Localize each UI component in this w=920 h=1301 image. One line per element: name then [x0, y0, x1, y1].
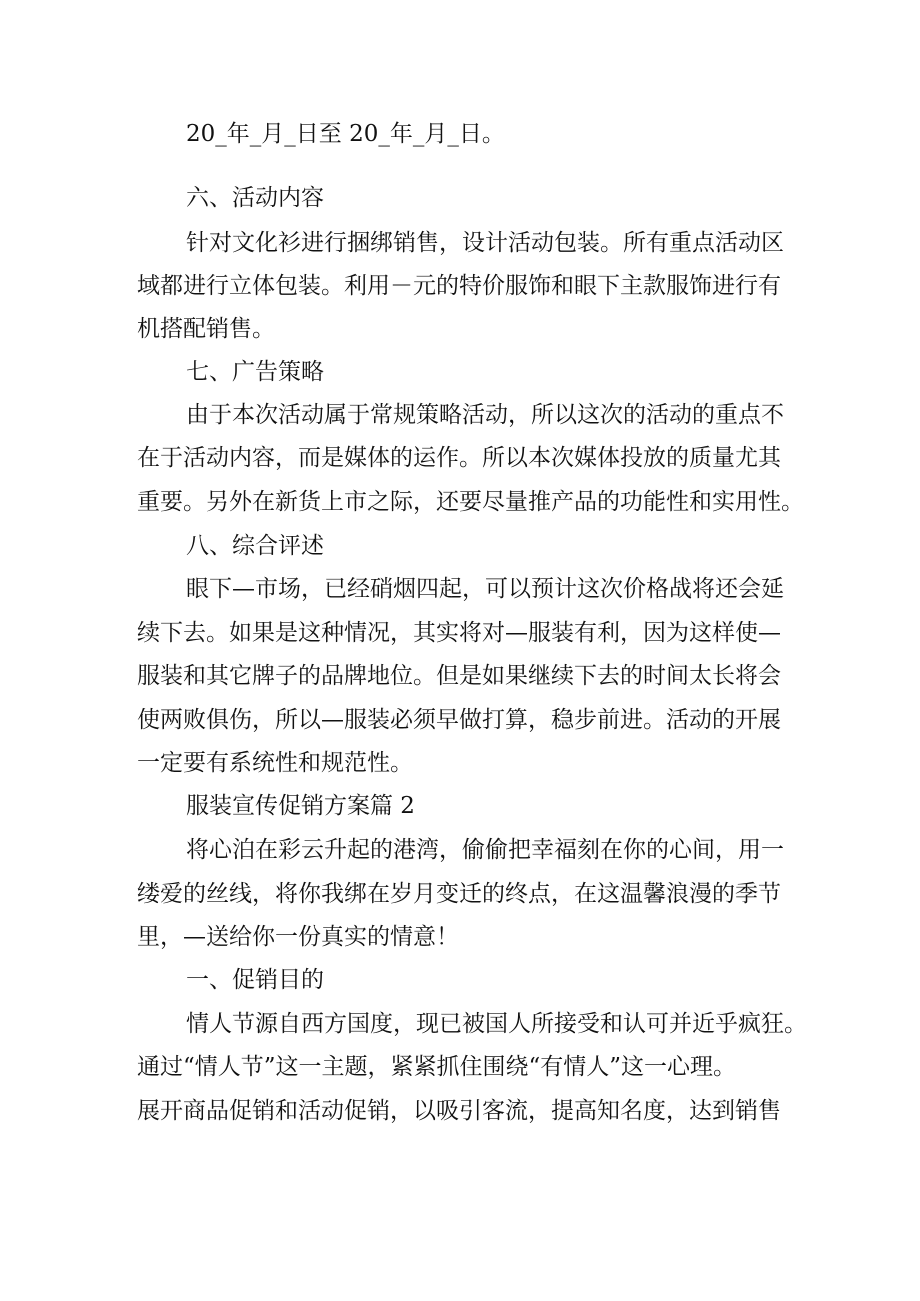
date-range-line: 20_年_月_日至 20_年_月_日。	[186, 121, 505, 147]
paragraph-line: 通过“情人节”这一主题，紧紧抓住围绕“有情人”这一心理。	[137, 1054, 737, 1080]
paragraph-line: 使两败俱伤，所以—服装必须早做打算，稳步前进。活动的开展	[137, 707, 781, 733]
paragraph-line: 机搭配销售。	[137, 316, 275, 342]
paragraph-line: 由于本次活动属于常规策略活动，所以这次的活动的重点不	[186, 402, 784, 428]
paragraph-line: 域都进行立体包装。利用－元的特价服饰和眼下主款服饰进行有	[137, 273, 781, 299]
paragraph-line: 展开商品促销和活动促销，以吸引客流，提高知名度，达到销售	[137, 1098, 781, 1124]
section-heading-ad-strategy: 七、广告策略	[186, 359, 324, 385]
paragraph-line: 一定要有系统性和规范性。	[137, 750, 413, 776]
paragraph-line: 情人节源自西方国度，现已被国人所接受和认可并近乎疯狂。	[186, 1011, 807, 1037]
paragraph-line: 眼下—市场，已经硝烟四起，可以预计这次价格战将还会延	[186, 576, 784, 602]
section-heading-summary: 八、综合评述	[186, 533, 324, 559]
paragraph-line: 重要。另外在新货上市之际，还要尽量推产品的功能性和实用性。	[137, 489, 804, 515]
paragraph-line: 将心泊在彩云升起的港湾，偷偷把幸福刻在你的心间，用一	[186, 837, 784, 863]
article-title-part-2: 服装宣传促销方案篇 2	[186, 793, 415, 819]
section-heading-activity-content: 六、活动内容	[186, 185, 324, 211]
paragraph-line: 续下去。如果是这种情况，其实将对—服装有利，因为这样使—	[137, 620, 781, 646]
paragraph-line: 在于活动内容，而是媒体的运作。所以本次媒体投放的质量尤其	[137, 445, 781, 471]
paragraph-line: 缕爱的丝线，将你我绑在岁月变迁的终点，在这温馨浪漫的季节	[137, 881, 781, 907]
paragraph-line: 里，—送给你一份真实的情意！	[137, 924, 459, 950]
paragraph-line: 针对文化衫进行捆绑销售，设计活动包装。所有重点活动区	[186, 230, 784, 256]
section-heading-promo-goal: 一、促销目的	[186, 967, 324, 993]
paragraph-line: 服装和其它牌子的品牌地位。但是如果继续下去的时间太长将会	[137, 663, 781, 689]
